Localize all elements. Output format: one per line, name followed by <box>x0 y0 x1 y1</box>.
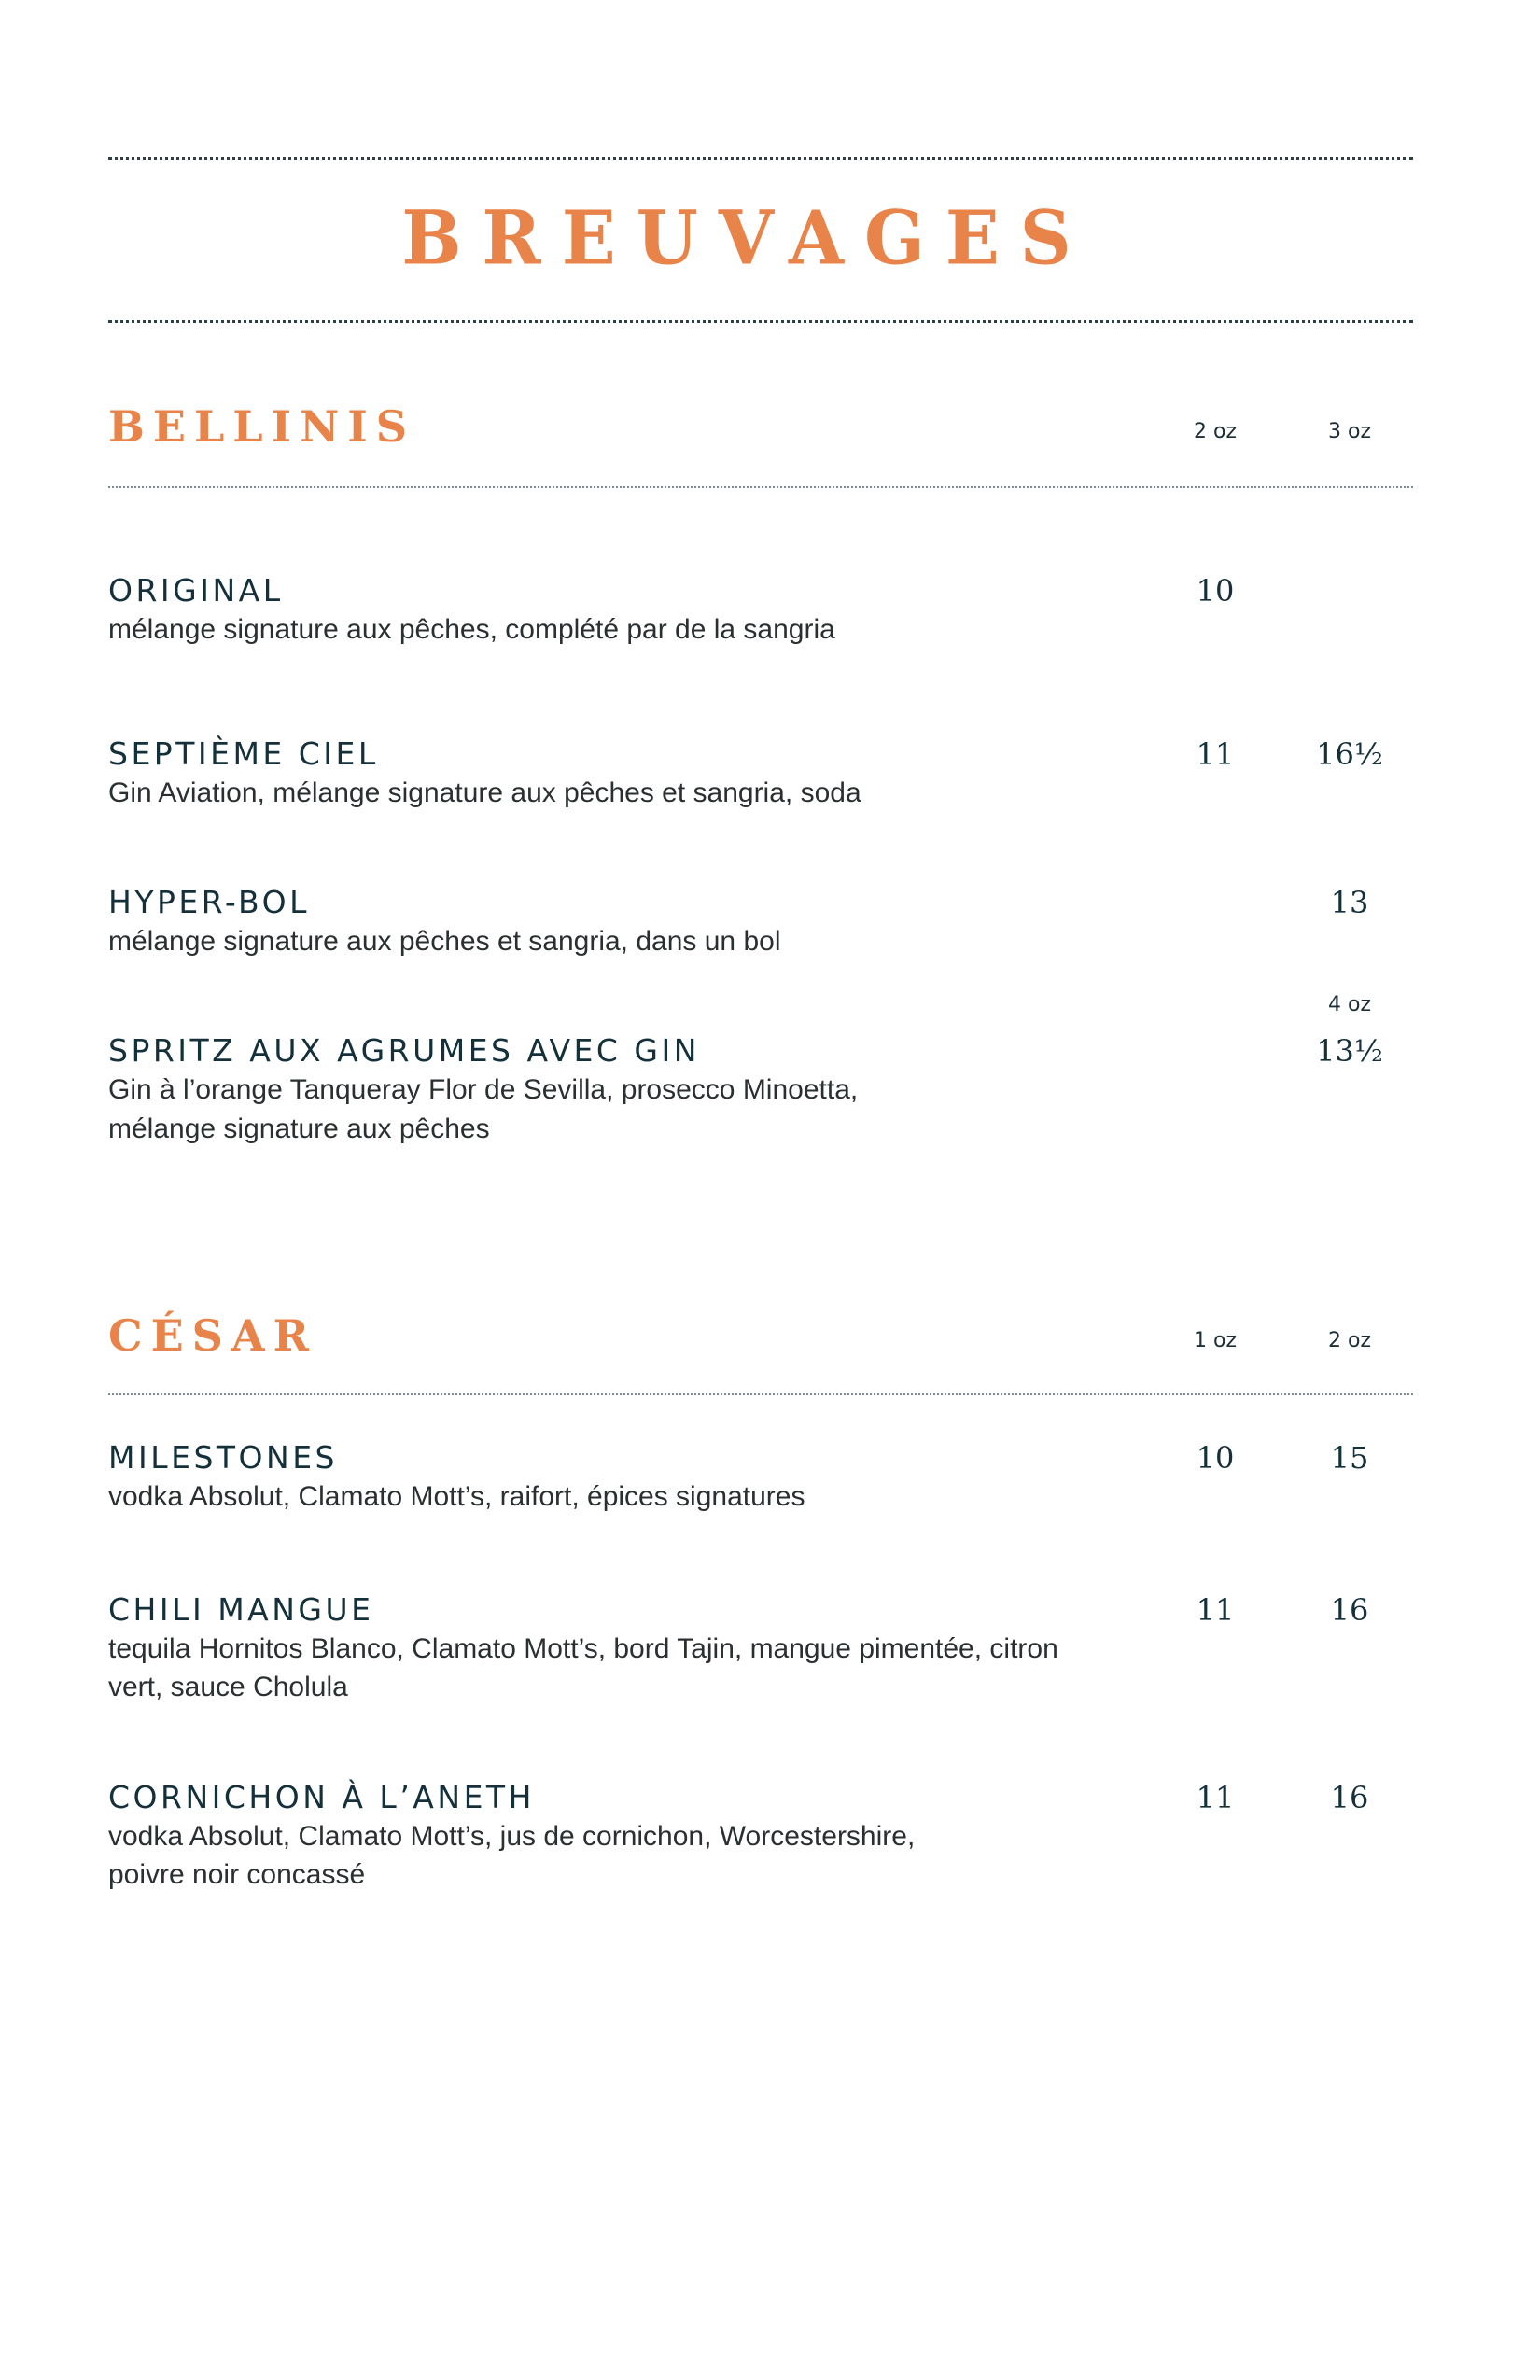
item-name: SEPTIÈME CIEL <box>108 735 379 772</box>
item-name: CHILI MANGUE <box>108 1591 374 1628</box>
item-price-large: 16½ <box>1316 736 1383 772</box>
item-name: SPRITZ AUX AGRUMES AVEC GIN <box>108 1032 700 1069</box>
section-divider <box>108 1393 1413 1395</box>
item-price-small: 11 <box>1196 736 1235 772</box>
item-price-large: 13 <box>1330 885 1369 920</box>
item-price-small: 11 <box>1196 1780 1235 1815</box>
size-label-large: 2 oz <box>1328 1329 1371 1352</box>
size-label-small: 1 oz <box>1194 1329 1237 1352</box>
item-description: mélange signature aux pêches, complété par de la sangria <box>108 614 835 645</box>
item-name: ORIGINAL <box>108 572 284 609</box>
item-description-line: mélange signature aux pêches <box>108 1113 490 1144</box>
section-divider <box>108 486 1413 488</box>
title-divider <box>108 320 1413 323</box>
item-price-large: 16 <box>1330 1780 1369 1815</box>
item-price-small: 10 <box>1196 1440 1235 1476</box>
item-price-large: 13½ <box>1316 1033 1383 1069</box>
item-description-line: poivre noir concassé <box>108 1859 366 1890</box>
item-description-line: Gin à l’orange Tanqueray Flor de Sevilla, prosecco Minoetta, <box>108 1074 859 1105</box>
item-description-line: tequila Hornitos Blanco, Clamato Mott’s, bord Tajin, mangue pimentée, citron <box>108 1633 1058 1664</box>
section-title: CÉSAR <box>108 1310 317 1361</box>
item-name: CORNICHON À L’ANETH <box>108 1779 535 1815</box>
item-price-small: 10 <box>1196 573 1235 609</box>
item-price-large: 15 <box>1330 1440 1369 1476</box>
item-description: Gin Aviation, mélange signature aux pêches et sangria, soda <box>108 777 861 808</box>
item-description: mélange signature aux pêches et sangria, dans un bol <box>108 926 781 957</box>
item-price-large: 16 <box>1330 1592 1369 1628</box>
item-name: HYPER-BOL <box>108 884 310 920</box>
item-name: MILESTONES <box>108 1439 339 1476</box>
item-description-line: vodka Absolut, Clamato Mott’s, jus de cornichon, Worcestershire, <box>108 1821 916 1852</box>
size-label-note: 4 oz <box>1328 993 1371 1016</box>
item-price-small: 11 <box>1196 1592 1235 1628</box>
page-title: BREUVAGES <box>401 193 1092 282</box>
size-label-large: 3 oz <box>1328 420 1371 443</box>
top-divider <box>108 157 1413 160</box>
item-description-line: vert, sauce Cholula <box>108 1672 348 1702</box>
section-title: BELLINIS <box>108 401 415 452</box>
size-label-small: 2 oz <box>1194 420 1237 443</box>
item-description: vodka Absolut, Clamato Mott’s, raifort, épices signatures <box>108 1481 805 1512</box>
